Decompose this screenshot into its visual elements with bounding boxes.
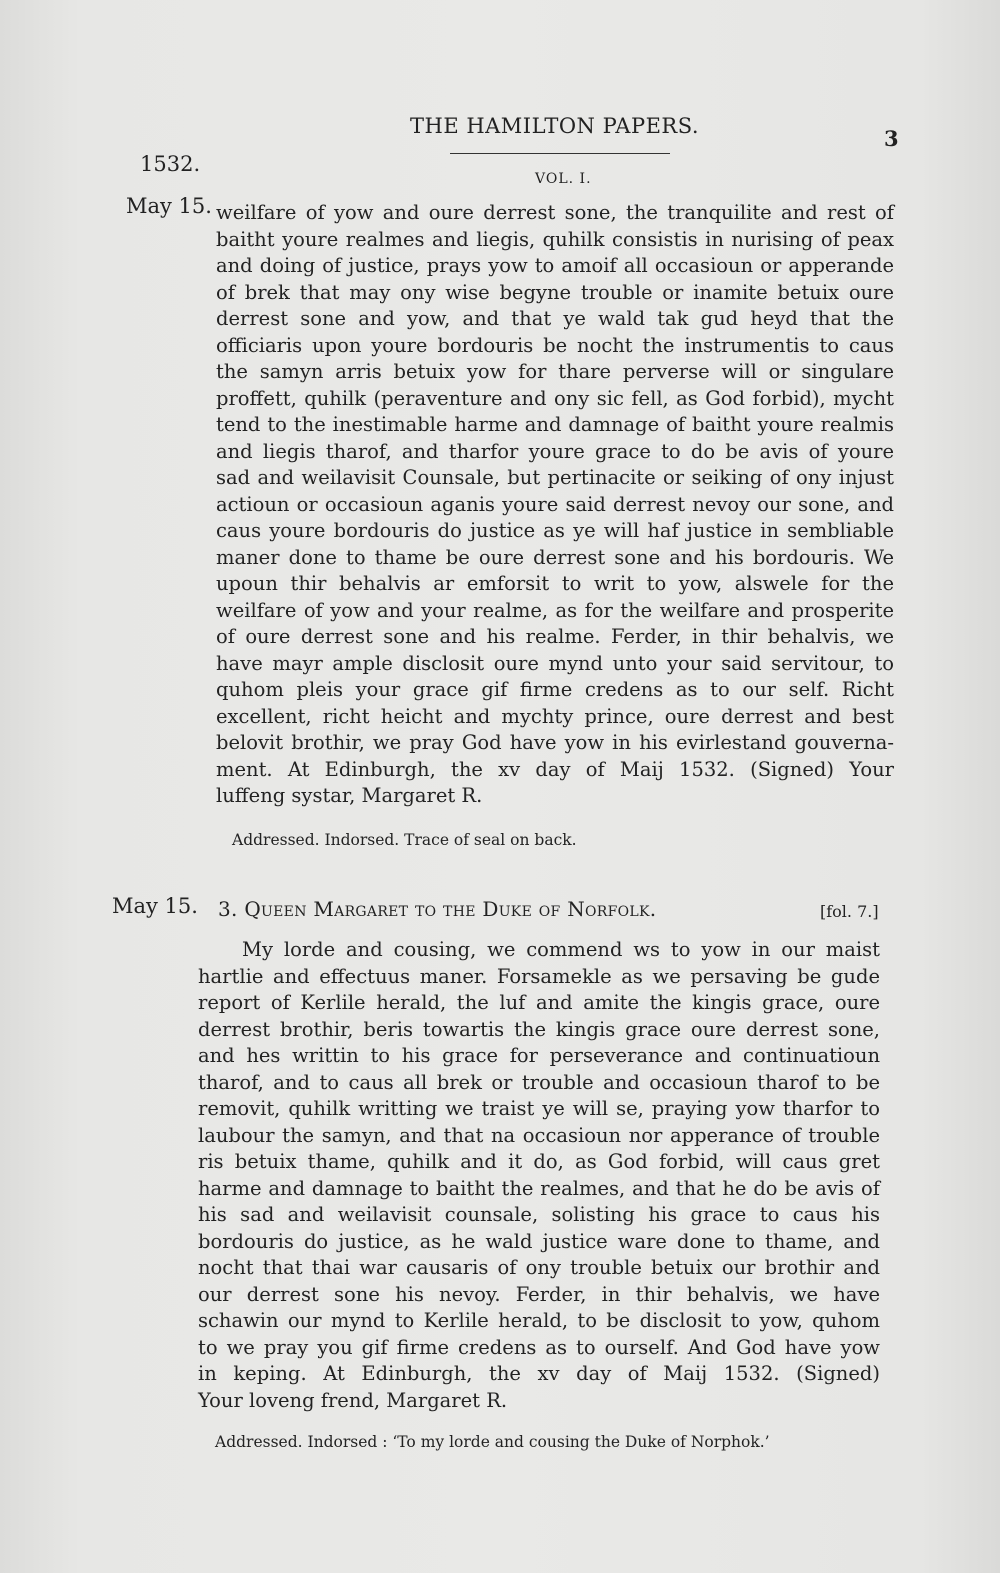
- text-line: nocht that thai war causaris of ony trouble betuix our brothir and: [198, 1256, 880, 1279]
- text-line: ment. At Edinburgh, the xv day of Maij 1532. (Signed) Your: [216, 757, 894, 781]
- text-line: tharof, and to caus all brek or trouble and occasioun tharof to be: [198, 1070, 880, 1094]
- document-number: 3.: [218, 897, 238, 921]
- volume-label: VOL. I.: [535, 171, 592, 187]
- endorsement-note: Addressed. Indorsed : ‘To my lorde and cousing the Duke of Norphok.’: [215, 1433, 770, 1451]
- text-line: schawin our mynd to Kerlile herald, to be disclosit to yow, quhom: [198, 1309, 880, 1332]
- entry-date: May 15.: [112, 894, 198, 918]
- text-line: belovit brothir, we pray God have yow in his evirlestand gouverna-: [216, 731, 894, 754]
- text-line: hartlie and effectuus maner. Forsamekle as we persaving be gude: [198, 964, 880, 988]
- text-line: luffeng systar, Margaret R.: [216, 784, 483, 807]
- folio-reference: [fol. 7.]: [820, 902, 879, 921]
- text-line: report of Kerlile herald, the luf and amite the kingis grace, oure: [198, 991, 880, 1014]
- text-line: upoun thir behalvis ar emforsit to writ to yow, alswele for the: [216, 572, 894, 595]
- text-line: ris betuix thame, quhilk and it do, as God forbid, will caus gret: [198, 1150, 880, 1173]
- document-title: Queen Margaret to the Duke of Norfolk.: [244, 897, 657, 921]
- text-line: harme and damnage to baitht the realmes, and that he do be avis of: [198, 1176, 880, 1200]
- text-line: the samyn arris betuix yow for thare perverse will or singulare: [216, 360, 894, 383]
- letter-body-continued: [216, 200, 894, 810]
- text-line: our derrest sone his nevoy. Ferder, in thir behalvis, we have: [198, 1282, 880, 1306]
- text-line: derrest brothir, beris towartis the kingis grace oure derrest sone,: [198, 1017, 880, 1041]
- text-line: quhom pleis your grace gif firme credens as to our self. Richt: [216, 678, 894, 701]
- letter-body: [198, 937, 880, 1414]
- page-number: 3: [884, 126, 899, 151]
- text-line: derrest sone and yow, and that ye wald tak gud heyd that the: [216, 307, 894, 330]
- text-line: his sad and weilavisit counsale, solisting his grace to caus his: [198, 1203, 880, 1226]
- text-line: sad and weilavisit Counsale, but pertinacite or seiking of ony injust: [216, 466, 894, 489]
- text-line: to we pray you gif firme credens as to ourself. And God have yow: [198, 1335, 880, 1359]
- endorsement-note: Addressed. Indorsed. Trace of seal on back.: [232, 831, 577, 849]
- text-line: removit, quhilk writting we traist ye will se, praying yow tharfor to: [198, 1097, 880, 1120]
- text-line: weilfare of yow and oure derrest sone, the tranquilite and rest of: [216, 201, 894, 224]
- text-line: officiaris upon youre bordouris be nocht the instrumentis to caus: [216, 333, 894, 357]
- text-line: and doing of justice, prays yow to amoif all occasioun or apperande: [216, 254, 894, 277]
- text-line: and liegis tharof, and tharfor youre grace to do be avis of youre: [216, 439, 894, 463]
- text-line: actioun or occasioun aganis youre said derrest nevoy our sone, and: [216, 492, 894, 516]
- text-line: weilfare of yow and your realme, as for the weilfare and prosperite: [216, 598, 894, 622]
- text-line: excellent, richt heicht and mychty prince, oure derrest and best: [216, 704, 894, 728]
- text-line: caus youre bordouris do justice as ye will haf justice in sembliable: [216, 519, 894, 542]
- text-line: tend to the inestimable harme and damnage of baitht youre realmis: [216, 413, 894, 436]
- document-heading: [218, 897, 656, 921]
- title-rule: [450, 153, 670, 154]
- text-line: maner done to thame be oure derrest sone and his bordouris. We: [216, 545, 894, 569]
- text-line: have mayr ample disclosit oure mynd unto your said servitour, to: [216, 651, 894, 675]
- text-line: My lorde and cousing, we commend ws to yow in our maist: [242, 938, 880, 961]
- text-line: bordouris do justice, as he wald justice ware done to thame, and: [198, 1229, 880, 1253]
- text-line: laubour the samyn, and that na occasioun nor apperance of trouble: [198, 1123, 880, 1147]
- text-line: of brek that may ony wise begyne trouble or inamite betuix oure: [216, 280, 894, 304]
- text-line: and hes writtin to his grace for perseverance and continuatioun: [198, 1044, 880, 1067]
- text-line: of oure derrest sone and his realme. Ferder, in thir behalvis, we: [216, 625, 894, 648]
- year-label: 1532.: [140, 152, 201, 176]
- running-title: THE HAMILTON PAPERS.: [410, 114, 700, 138]
- text-line: proffett, quhilk (peraventure and ony sic fell, as God forbid), mycht: [216, 386, 894, 410]
- text-line: Your loveng frend, Margaret R.: [198, 1388, 508, 1412]
- text-line: in keping. At Edinburgh, the xv day of Maij 1532. (Signed): [198, 1362, 880, 1385]
- entry-date: May 15.: [126, 194, 212, 218]
- text-line: baitht youre realmes and liegis, quhilk consistis in nurising of peax: [216, 227, 894, 251]
